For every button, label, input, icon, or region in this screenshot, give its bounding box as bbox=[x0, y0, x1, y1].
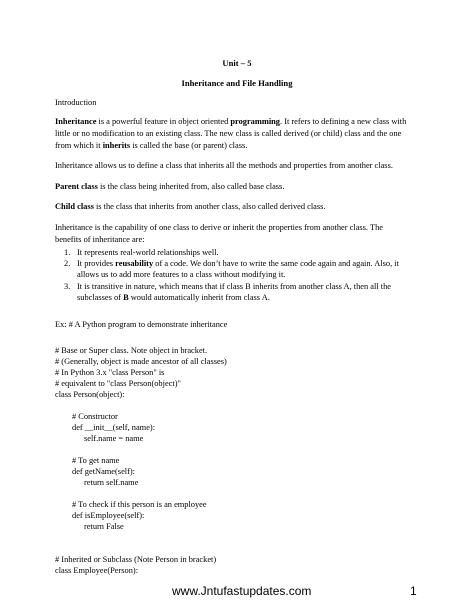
list-number-2: 2. bbox=[64, 259, 71, 268]
list-item-3-line1: It is transitive in nature, which means that if class B inherits from another class A, then all the bbox=[77, 282, 391, 291]
code-line: class Employee(Person): bbox=[55, 566, 139, 575]
list-number-3: 3. bbox=[64, 282, 71, 291]
chapter-title: Inheritance and File Handling bbox=[181, 78, 293, 88]
example-heading: Ex: # A Python program to demonstrate inheritance bbox=[55, 320, 228, 329]
p3: Parent class is the class being inherited from, also called base class. bbox=[55, 182, 285, 191]
unit-title: Unit – 5 bbox=[222, 58, 252, 68]
code-line: def getName(self): bbox=[72, 467, 136, 476]
code-line: def __init__(self, name): bbox=[72, 423, 156, 432]
code-line: # In Python 3.x "class Person" is bbox=[55, 368, 165, 377]
list-item-1: It represents real-world relationships well. bbox=[77, 248, 219, 257]
code-line: class Person(object): bbox=[55, 390, 125, 399]
list-number-1: 1. bbox=[64, 248, 71, 257]
code-line: # Inherited or Subclass (Note Person in bracket) bbox=[55, 555, 217, 564]
list-item-2-line2: allows us to add more features to a class without modifying it. bbox=[77, 270, 286, 279]
p1-line2: little or no modification to an existing class. The new class is called derived (or child) class and the one bbox=[55, 129, 402, 138]
p4: Child class is the class that inherits from another class, also called derived class. bbox=[55, 202, 326, 211]
p1-line1: Inheritance is a powerful feature in object oriented programming. It refers to defining a new class with bbox=[55, 117, 407, 126]
code-line: return self.name bbox=[84, 478, 139, 487]
code-line: # Constructor bbox=[72, 412, 118, 421]
code-line: # (Generally, object is made ancestor of all classes) bbox=[55, 357, 227, 366]
code-line: # Base or Super class. Note object in bracket. bbox=[55, 346, 208, 355]
list-item-2-line1: It provides reusability of a code. We don’t have to write the same code again and again. Also, it bbox=[77, 259, 399, 268]
p2: Inheritance allows us to define a class that inherits all the methods and properties from another class. bbox=[55, 161, 393, 170]
code-line: return False bbox=[84, 522, 124, 531]
code-line: self.name = name bbox=[84, 434, 144, 443]
code-line: # To get name bbox=[72, 456, 120, 465]
page-number: 1 bbox=[410, 584, 417, 598]
list-item-3-line2: subclasses of B would automatically inherit from class A. bbox=[77, 293, 270, 302]
code-line: # To check if this person is an employee bbox=[72, 500, 207, 509]
p5-line1: Inheritance is the capability of one class to derive or inherit the properties from another class. The bbox=[55, 223, 383, 232]
p5-line2: benefits of inheritance are: bbox=[55, 235, 145, 244]
code-line: def isEmployee(self): bbox=[72, 511, 145, 520]
intro-heading: Introduction bbox=[55, 98, 97, 107]
footer-url: www.Jntufastupdates.com bbox=[172, 584, 312, 598]
p1-line3: from which it inherits is called the base (or parent) class. bbox=[55, 141, 248, 150]
code-line: # equivalent to "class Person(object)" bbox=[55, 379, 181, 388]
